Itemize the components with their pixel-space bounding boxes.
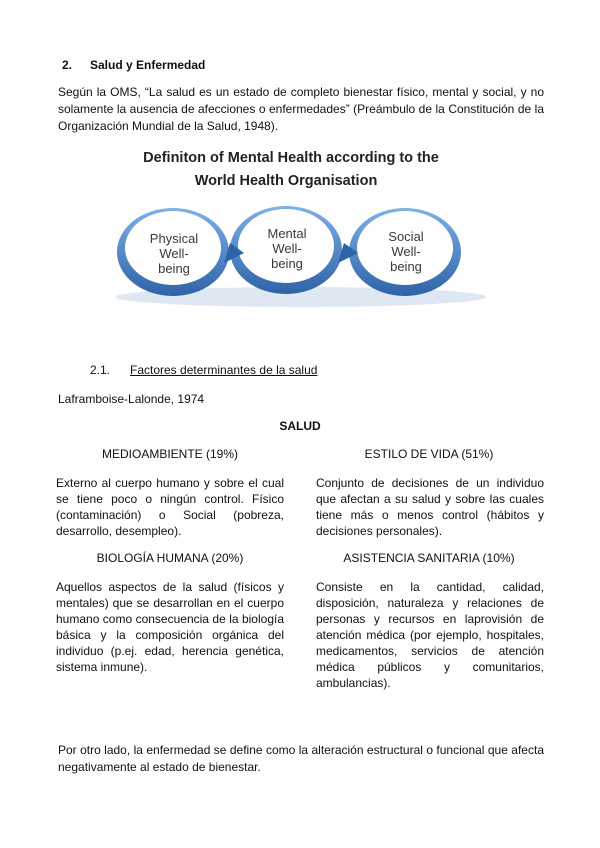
factor-body-biologia-humana: Aquellos aspectos de la salud (físicos y mentales) que se desarrollan en el cuerpo humano como consecuencia de la biología básica y la composición orgánica del individuo (p.ej. edad, herencia genética, sistema inmune). [56, 580, 284, 674]
physical-label-3: being [158, 261, 190, 276]
physical-label-1: Physical [149, 231, 199, 246]
factor-body-estilo-de-vida: Conjunto de decisiones de un individuo que afectan a su salud y sobre las cuales tiene más o menos control (hábitos y decisiones personales). [316, 476, 544, 538]
subsection-number: 2.1. [90, 363, 111, 377]
section-heading [62, 58, 205, 72]
diagram-title-line1: Definiton of Mental Health according to the [143, 150, 439, 166]
citation: Laframboise-Lalonde, 1974 [58, 392, 205, 406]
social-label-3: being [390, 259, 422, 274]
factor-heading-medioambiente: MEDIOAMBIENTE (19%) [101, 447, 239, 461]
intro-paragraph: Según la OMS, “La salud es un estado de completo bienestar físico, mental y social, y no solamente la ausencia de afecciones o enfermedades” (Preámbulo de la Constitución de la Organización Mundial de la Salud, 1948). [58, 85, 544, 133]
section-title: Salud y Enfermedad [90, 58, 206, 72]
mental-label-3: being [271, 256, 303, 271]
subsection-heading [90, 363, 317, 377]
factor-body-asistencia-sanitaria: Consiste en la cantidad, calidad, disposición, naturaleza y relaciones de personas y recursos en laprovisión de atención médica (por ejemplo, hospitales, medicamentos, servicios de atención médica públicos y comunitarios, ambulancias). [316, 580, 544, 690]
physical-label-2: Well- [159, 246, 189, 261]
diagram-title-line2: World Health Organisation [194, 173, 378, 189]
factor-heading-estilo-de-vida: ESTILO DE VIDA (51%) [364, 447, 494, 461]
closing-paragraph: Por otro lado, la enfermedad se define como la alteración estructural o funcional que afecta negativamente al estado de bienestar. [58, 743, 544, 774]
factor-body-medioambiente: Externo al cuerpo humano y sobre el cual se tiene poco o ningún control. Físico (contaminación) o Social (pobreza, desarrollo, desempleo). [56, 476, 284, 538]
salud-title: SALUD [279, 419, 321, 433]
who-mental-health-diagram [96, 145, 510, 355]
subsection-title: Factores determinantes de la salud [130, 363, 318, 377]
section-number: 2. [62, 58, 73, 72]
social-label-2: Well- [391, 244, 421, 259]
mental-label-2: Well- [272, 241, 302, 256]
factor-heading-biologia-humana: BIOLOGÍA HUMANA (20%) [96, 551, 244, 565]
factor-heading-asistencia-sanitaria: ASISTENCIA SANITARIA (10%) [343, 551, 515, 565]
mental-label-1: Mental [267, 226, 307, 241]
social-label-1: Social [388, 229, 424, 244]
